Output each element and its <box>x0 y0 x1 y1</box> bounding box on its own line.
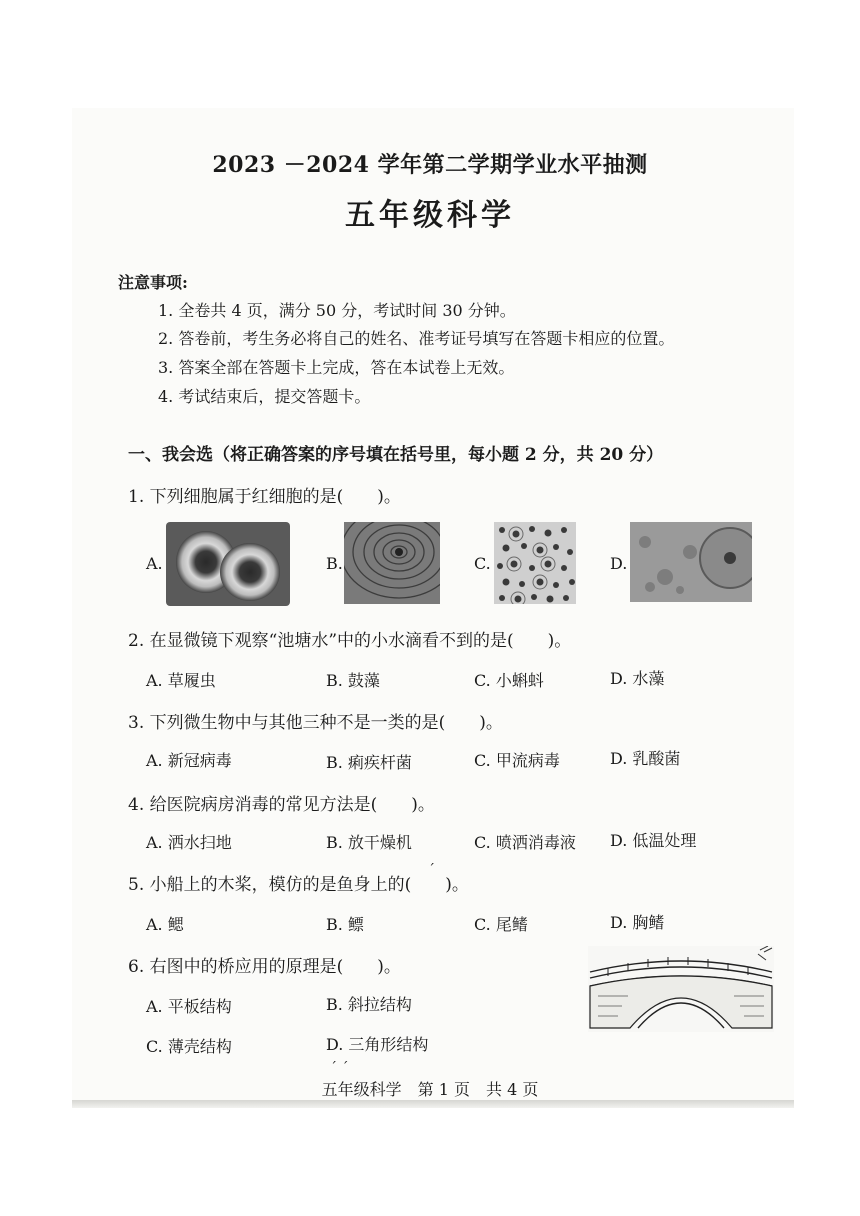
option-c: C. 小蝌蚪 <box>474 671 544 690</box>
option-c: C. 喷洒消毒液 <box>474 833 576 852</box>
option-a: A. 草履虫 <box>146 671 216 690</box>
section-heading: 一、我会选（将正确答案的序号填在括号里，每小题 2 分，共 20 分） <box>128 445 664 465</box>
question-stem: 3. 下列微生物中与其他三种不是一类的是( )。 <box>128 713 503 733</box>
page-edge-shadow <box>72 1100 794 1108</box>
option-d: D. 胸鳍 <box>610 913 665 932</box>
option-label: D. <box>610 554 628 573</box>
option-c: C. 尾鳍 <box>474 915 528 934</box>
option-a: A. 洒水扫地 <box>146 833 232 852</box>
option-b: B. 放干燥机 <box>326 833 412 852</box>
option-a: A. 鳃 <box>146 915 184 934</box>
question-stem: 4. 给医院病房消毒的常见方法是( )。 <box>128 795 435 815</box>
option-label: A. <box>146 554 163 573</box>
nerve-cell-image <box>344 522 440 604</box>
pencil-mark: ˊ ˊ <box>330 1060 349 1076</box>
question-stem: 5. 小船上的木桨，模仿的是鱼身上的( )。 <box>128 875 469 895</box>
option-c: C. 甲流病毒 <box>474 751 560 770</box>
arch-bridge-image <box>588 946 774 1032</box>
egg-cell-image <box>630 522 752 602</box>
notice-item: 1. 全卷共 4 页，满分 50 分，考试时间 30 分钟。 <box>158 301 516 320</box>
tissue-cells-image <box>494 522 576 604</box>
page-footer: 五年级科学 第 1 页 共 4 页 <box>321 1080 539 1099</box>
notice-heading: 注意事项: <box>118 273 188 292</box>
option-d: D. 水藻 <box>610 669 665 688</box>
exam-title: 2023 －2024 学年第二学期学业水平抽测 <box>212 152 648 178</box>
question-stem: 6. 右图中的桥应用的原理是( )。 <box>128 957 401 977</box>
question-stem: 2. 在显微镜下观察“池塘水”中的小水滴看不到的是( )。 <box>128 631 572 651</box>
notice-item: 2. 答卷前，考生务必将自己的姓名、准考证号填写在答题卡相应的位置。 <box>158 329 675 348</box>
notice-item: 4. 考试结束后，提交答题卡。 <box>158 387 371 406</box>
option-label: B. <box>326 554 343 573</box>
option-a: A. 平板结构 <box>146 997 232 1016</box>
option-b: B. 痢疾杆菌 <box>326 753 412 772</box>
pencil-mark: ˊ <box>428 862 435 878</box>
notice-item: 3. 答案全部在答题卡上完成，答在本试卷上无效。 <box>158 358 515 377</box>
option-b: B. 鼓藻 <box>326 671 380 690</box>
option-d: D. 低温处理 <box>610 831 697 850</box>
option-label: C. <box>474 554 491 573</box>
option-d: D. 乳酸菌 <box>610 749 681 768</box>
option-c: C. 薄壳结构 <box>146 1037 232 1056</box>
option-a: A. 新冠病毒 <box>146 751 232 770</box>
subject-title: 五年级科学 <box>345 198 515 233</box>
option-b: B. 鳔 <box>326 915 364 934</box>
red-blood-cell-image <box>166 522 290 606</box>
option-b: B. 斜拉结构 <box>326 995 412 1014</box>
option-d: D. 三角形结构 <box>326 1035 429 1054</box>
question-stem: 1. 下列细胞属于红细胞的是( )。 <box>128 487 401 507</box>
